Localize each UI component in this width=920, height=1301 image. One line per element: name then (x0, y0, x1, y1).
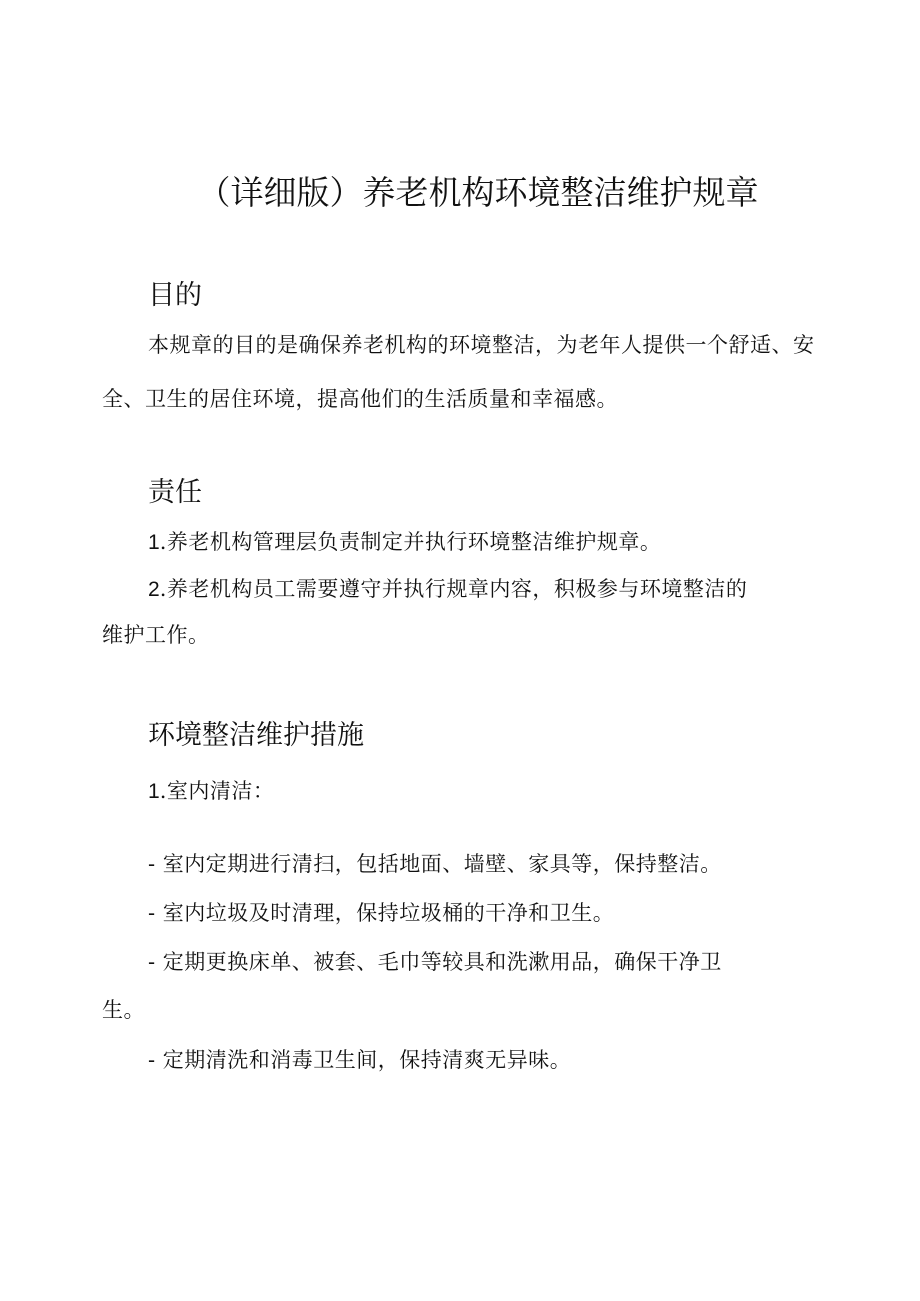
document-title: （详细版）养老机构环境整洁维护规章 (197, 173, 759, 212)
purpose-paragraph: 本规章的目的是确保养老机构的环境整洁，为老年人提供一个舒适、安全、卫生的居住环境，提高他们的生活质量和幸福感。 (102, 333, 815, 411)
item-number: 1 (148, 780, 160, 803)
responsibility-item-2 (148, 574, 747, 605)
section-heading-measures: 环境整洁维护措施 (148, 720, 364, 751)
item-text: .养老机构员工需要遵守并执行规章内容，积极参与环境整洁的 (159, 577, 748, 601)
measures-subheading-indoor (148, 776, 274, 807)
subheading-text: .室内清洁： (159, 779, 275, 803)
responsibility-item-2-continuation: 维护工作。 (102, 623, 210, 647)
section-heading-responsibility: 责任 (148, 477, 202, 508)
item-text: .养老机构管理层负责制定并执行环境整洁维护规章。 (159, 530, 662, 554)
item-number: 2 (148, 578, 160, 601)
bullet-item: - 定期清洗和消毒卫生间，保持清爽无异味。 (148, 1048, 572, 1072)
bullet-item-continuation: 生。 (102, 998, 145, 1022)
section-heading-purpose: 目的 (148, 280, 202, 311)
bullet-item: - 定期更换床单、被套、毛巾等较具和洗漱用品，确保干净卫 (148, 950, 722, 974)
item-number: 1 (148, 531, 160, 554)
bullet-item: - 室内定期进行清扫，包括地面、墙壁、家具等，保持整洁。 (148, 852, 722, 876)
responsibility-item-1 (148, 527, 661, 558)
bullet-item: - 室内垃圾及时清理，保持垃圾桶的干净和卫生。 (148, 901, 615, 925)
